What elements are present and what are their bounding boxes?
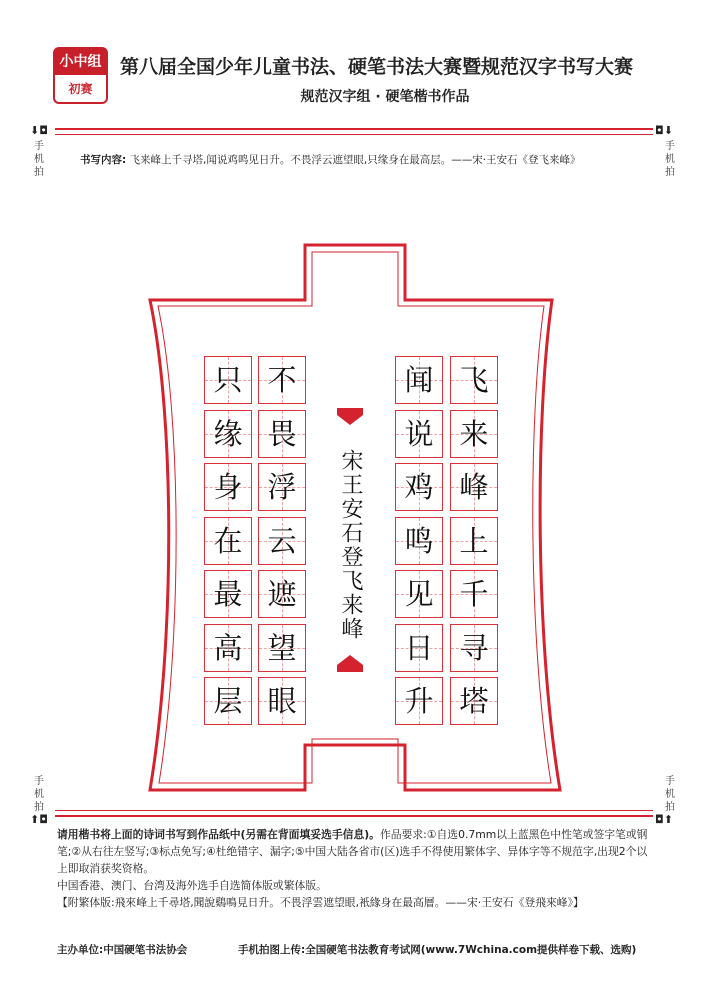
page-subtitle: 规范汉字组 · 硬笔楷书作品 xyxy=(300,89,470,105)
handwritten-char: 最 xyxy=(213,577,243,611)
handwritten-char: 身 xyxy=(213,470,243,504)
requirements-line2: 中国香港、澳门、台湾及海外选手自选简体版或繁体版。 xyxy=(57,879,327,892)
handwritten-char: 高 xyxy=(213,630,243,665)
grid-cell xyxy=(450,624,498,672)
handwritten-char: 层 xyxy=(213,684,243,718)
grid-cell xyxy=(258,517,306,565)
handwritten-char: 升 xyxy=(404,684,434,718)
camera-arrow-icon: ⬇◘ xyxy=(30,124,48,137)
handwritten-char: 畏 xyxy=(267,416,297,451)
handwritten-char: 闻 xyxy=(404,363,434,397)
grid-cell xyxy=(395,410,443,458)
handwritten-char: 不 xyxy=(267,363,297,397)
handwritten-char: 寻 xyxy=(459,630,489,665)
handwritten-char: 在 xyxy=(213,523,243,558)
grid-cell xyxy=(450,410,498,458)
phone-shot-mark: 手机拍 xyxy=(665,776,675,813)
grid-cell xyxy=(450,677,498,725)
handwritten-char: 塔 xyxy=(459,684,489,718)
signature-column: 宋王安石登飞来峰 xyxy=(338,449,363,641)
content-text: 飞来峰上千寻塔,闻说鸡鸣见日升。不畏浮云遮望眼,只缘身在最高层。——宋·王安石《登飞来峰》 xyxy=(129,154,581,166)
bottom-rule-thin xyxy=(55,810,653,811)
grid-cell xyxy=(258,677,306,725)
grid-cell xyxy=(204,356,252,404)
requirements-line3: 【附繁体版:飛來峰上千尋塔,聞說鷄鳴見日升。不畏浮雲遮望眼,衹緣身在最高層。——宋·王安石《登飛來峰》】 xyxy=(57,896,584,909)
handwritten-char: 见 xyxy=(404,577,434,611)
badge-round-label: 初赛 xyxy=(68,82,93,96)
handwritten-char: 峰 xyxy=(459,470,489,504)
grid-cell xyxy=(204,410,252,458)
handwritten-char: 只 xyxy=(213,363,243,397)
requirements-lead: 请用楷书将上面的诗词书写到作品纸中(另需在背面填妥选手信息)。 xyxy=(57,828,380,841)
content-label: 书写内容: xyxy=(80,154,127,166)
page-title: 第八届全国少年儿童书法、硬笔书法大赛暨规范汉字书写大赛 xyxy=(120,56,634,78)
handwritten-char: 鸡 xyxy=(404,470,434,504)
handwritten-char: 眼 xyxy=(267,684,297,718)
grid-cell xyxy=(450,570,498,618)
camera-arrow-icon: ◘⬇ xyxy=(655,124,673,137)
upload-footer: 手机拍图上传:全国硬笔书法教育考试网(www.7Wchina.com提供样卷下载、选购) xyxy=(238,944,637,956)
grid-cell xyxy=(258,463,306,511)
grid-cell xyxy=(258,356,306,404)
handwritten-char: 遮 xyxy=(267,577,297,611)
grid-cell xyxy=(258,410,306,458)
grid-cell xyxy=(204,570,252,618)
handwritten-char: 浮 xyxy=(267,470,297,504)
grid-cell xyxy=(450,463,498,511)
organizer-footer: 主办单位:中国硬笔书法协会 xyxy=(57,944,188,956)
requirements-block xyxy=(57,826,657,911)
phone-shot-mark: 手机拍 xyxy=(34,141,44,178)
handwritten-char: 千 xyxy=(459,577,489,611)
handwritten-char: 来 xyxy=(459,416,489,451)
grid-cell xyxy=(204,624,252,672)
phone-shot-mark: 手机拍 xyxy=(665,141,675,178)
handwritten-char: 云 xyxy=(267,523,297,558)
grid-cell xyxy=(450,356,498,404)
grid-cell xyxy=(258,570,306,618)
badge-group-label: 小中组 xyxy=(55,49,106,75)
grid-cell xyxy=(395,677,443,725)
grid-cell xyxy=(395,356,443,404)
grid-cell xyxy=(450,517,498,565)
camera-arrow-icon: ⬆◘ xyxy=(30,813,48,826)
camera-arrow-icon: ◘⬆ xyxy=(655,813,673,826)
grid-cell xyxy=(204,463,252,511)
grid-cell xyxy=(204,677,252,725)
grid-cell xyxy=(395,624,443,672)
requirements-line1: 作品要求:①自选0.7mm以上蓝黑色中性笔或签字笔或钢笔;②从右往左竖写;③标点免写;④杜绝错字、漏字;⑤中国大陆各省市(区)选手不得使用繁体字、异体字等不规范字,出现2个以上即取消获奖资格。 xyxy=(57,828,648,875)
handwritten-char: 说 xyxy=(404,416,434,451)
phone-shot-mark: 手机拍 xyxy=(34,776,44,813)
grid-cell xyxy=(204,517,252,565)
handwritten-char: 望 xyxy=(267,630,297,665)
grid-cell xyxy=(395,517,443,565)
handwritten-char: 飞 xyxy=(459,363,489,397)
handwritten-char: 鸣 xyxy=(404,523,434,558)
handwritten-char: 日 xyxy=(404,630,434,665)
handwritten-char: 上 xyxy=(459,523,489,558)
grid-cell xyxy=(395,570,443,618)
grid-cell xyxy=(258,624,306,672)
bottom-rule-thick xyxy=(55,815,653,817)
handwritten-char: 缘 xyxy=(213,416,243,451)
grid-cell xyxy=(395,463,443,511)
